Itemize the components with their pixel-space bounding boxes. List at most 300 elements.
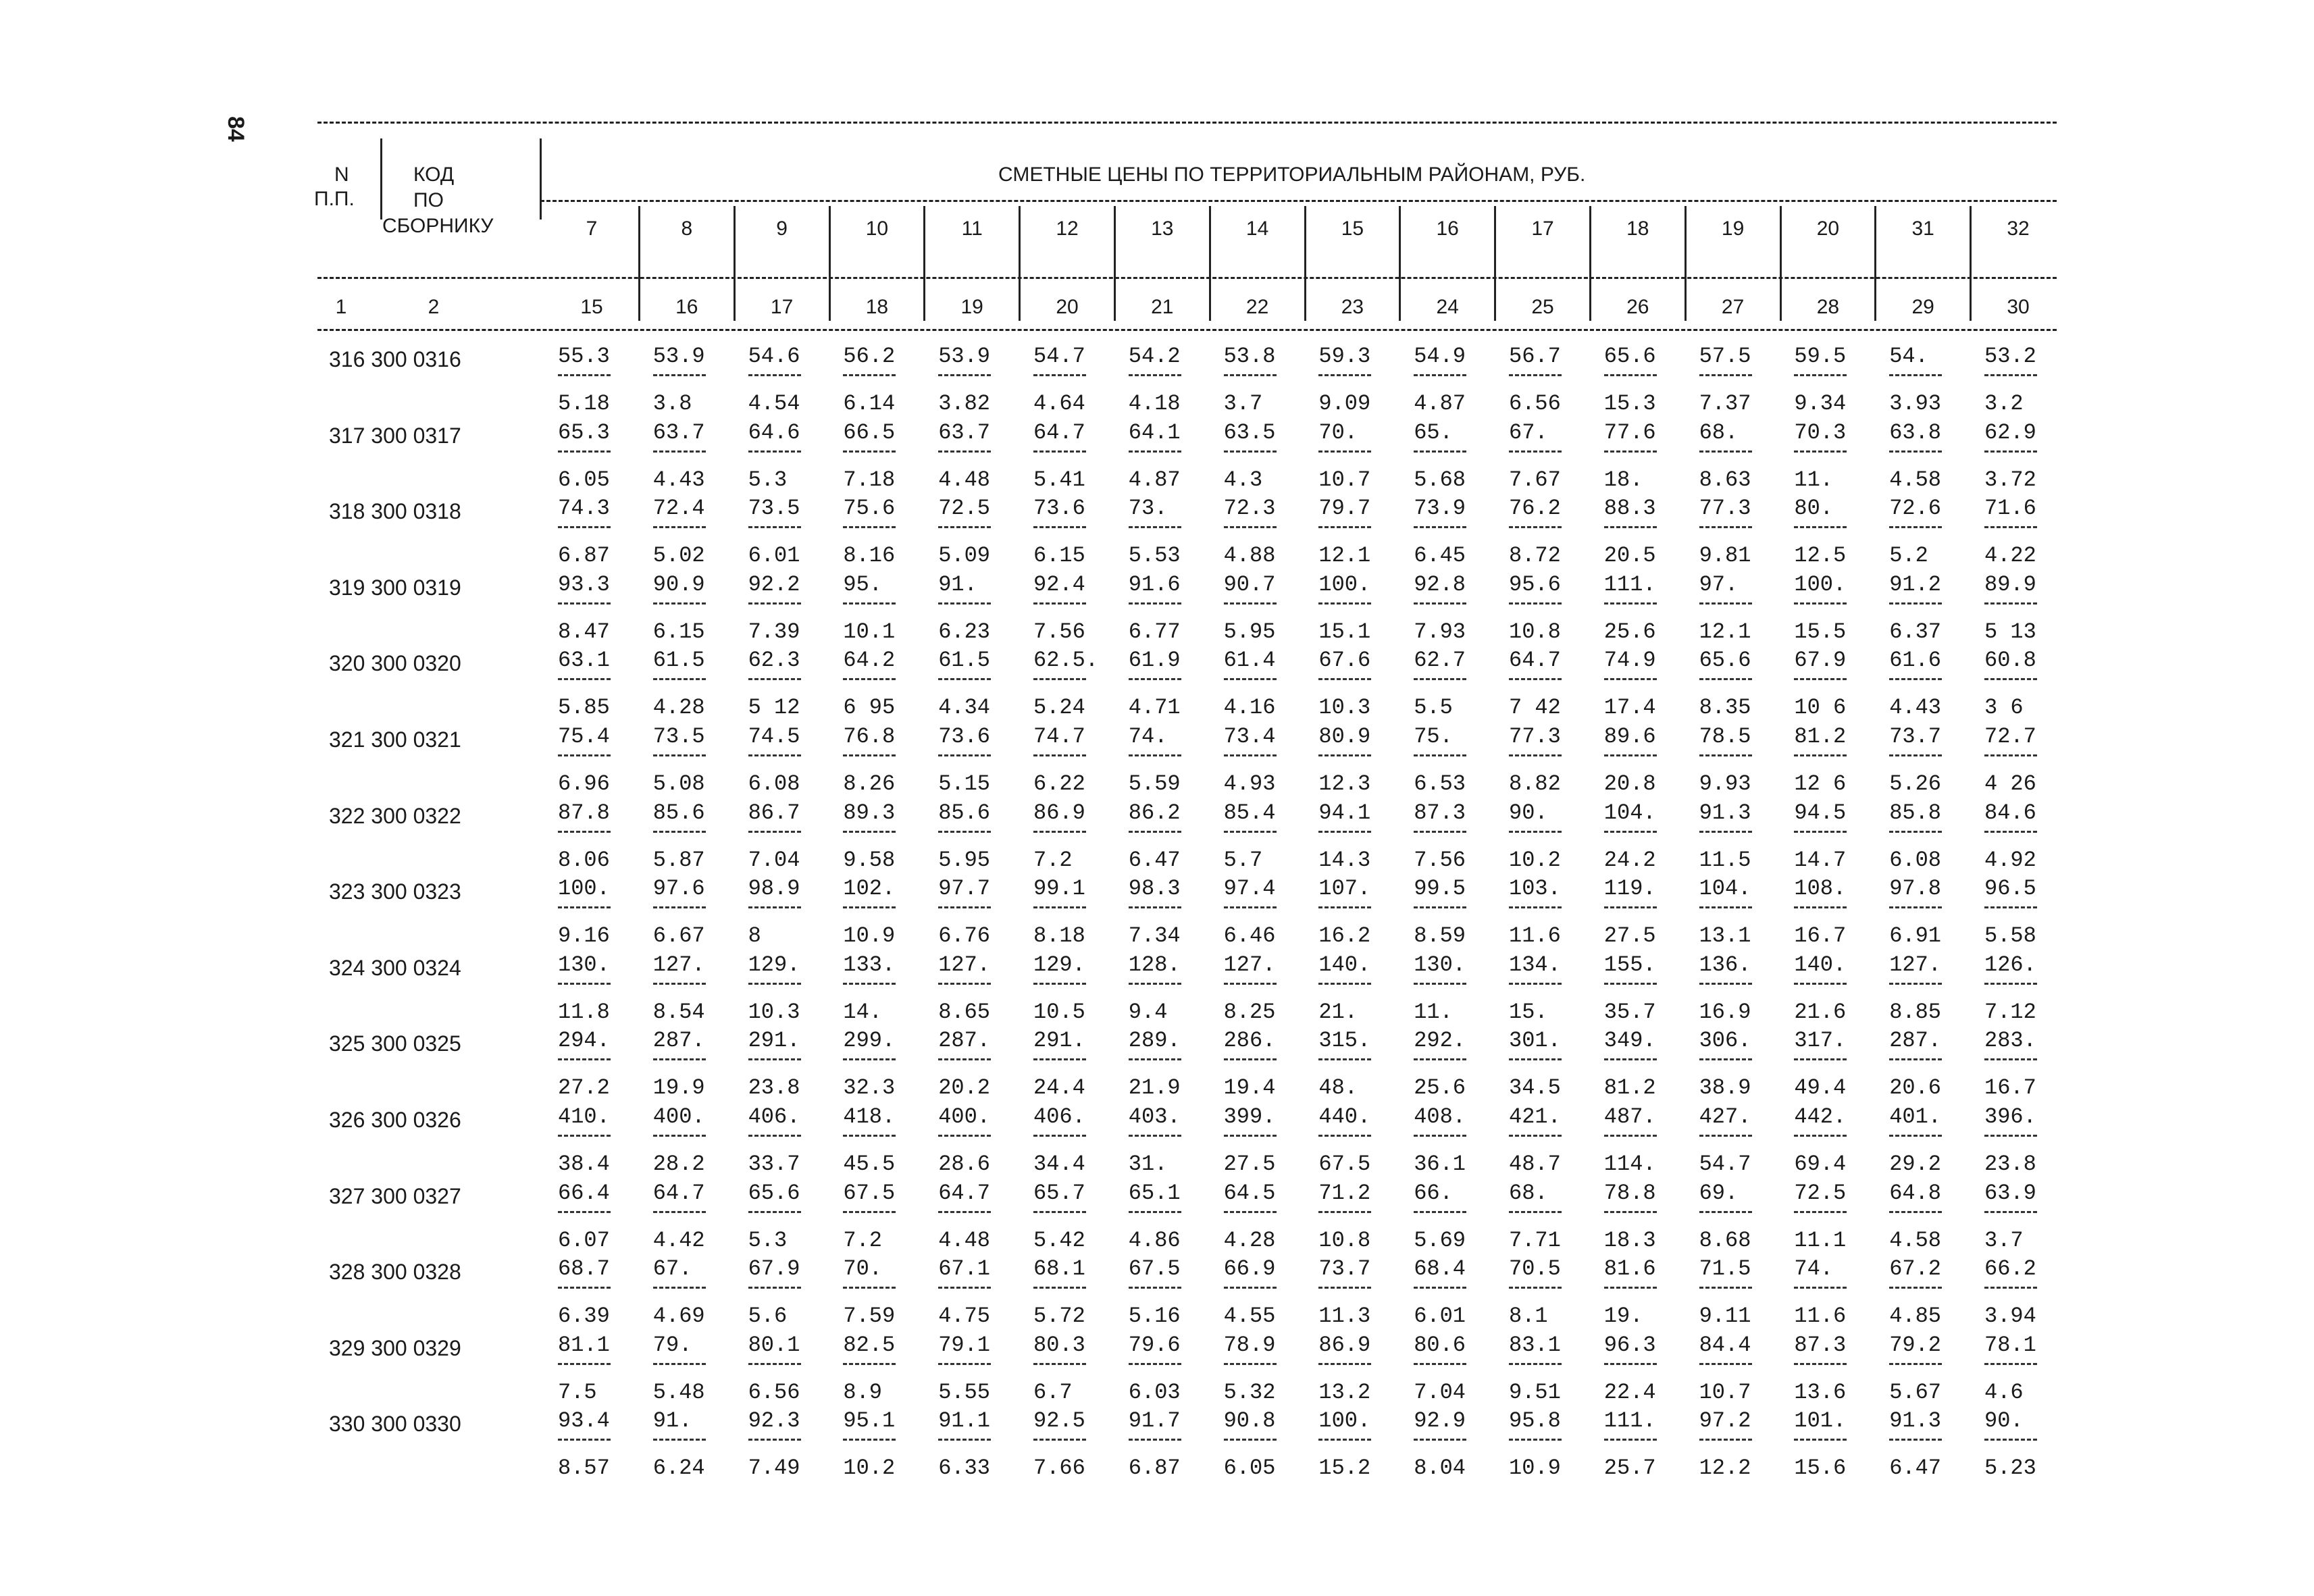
fraction-dash [843, 831, 896, 833]
price-value: 74.3 [558, 496, 610, 521]
fraction-dash [1699, 1363, 1752, 1365]
price-value: 64.7 [1033, 419, 1085, 445]
price-value: 291. [748, 1028, 800, 1054]
fraction-dash [1509, 1287, 1562, 1289]
fraction-dash [843, 1363, 896, 1365]
price-value: 103. [1509, 876, 1561, 902]
fraction-dash [1889, 831, 1942, 833]
price-value: 61.9 [1128, 648, 1181, 673]
price-value: 104. [1699, 876, 1751, 902]
fraction-dash [1509, 451, 1562, 453]
price-value: 10.5 [1033, 999, 1085, 1025]
row-code: 322 300 0322 [329, 803, 461, 828]
price-value: 25.6 [1603, 619, 1656, 644]
page-number: 84 [223, 116, 249, 142]
fraction-dash [1794, 1211, 1847, 1213]
fraction-dash [938, 1363, 991, 1365]
fraction-dash [653, 1439, 706, 1441]
fraction-dash [1604, 1439, 1657, 1441]
fraction-dash [843, 374, 896, 376]
price-value: 34.4 [1033, 1152, 1085, 1177]
price-value: 130. [1414, 952, 1466, 977]
column-number: 15 [580, 296, 603, 318]
price-value: 442. [1794, 1104, 1847, 1129]
fraction-dash [1699, 374, 1752, 376]
price-value: 95. [843, 571, 882, 597]
price-value: 11.5 [1699, 847, 1751, 873]
fraction-dash [1224, 602, 1277, 604]
fraction-dash [1318, 526, 1371, 528]
price-value: 95.6 [1509, 571, 1561, 597]
price-value: 15.1 [1318, 619, 1371, 644]
price-value: 5.5 [1414, 695, 1453, 721]
price-value: 5.53 [1128, 543, 1181, 569]
price-value: 16.7 [1794, 923, 1847, 949]
price-value: 75.6 [843, 496, 896, 521]
price-value: 81.1 [558, 1332, 610, 1358]
price-value: 28.2 [652, 1152, 705, 1177]
fraction-dash [1129, 1439, 1181, 1441]
fraction-dash [1129, 831, 1181, 833]
fraction-dash [1224, 1439, 1277, 1441]
price-value: 88.3 [1603, 496, 1656, 521]
column-number: 27 [1721, 296, 1745, 318]
price-value: 80.1 [748, 1332, 800, 1358]
price-value: 76.2 [1509, 496, 1561, 521]
fraction-dash [1414, 831, 1466, 833]
fraction-dash [1414, 906, 1466, 908]
fraction-dash [1794, 1135, 1847, 1137]
price-value: 70. [1318, 419, 1358, 445]
column-divider [1685, 206, 1687, 321]
price-value: 82.5 [843, 1332, 896, 1358]
price-value: 100. [558, 876, 610, 902]
price-value: 8.85 [1889, 999, 1941, 1025]
fraction-dash [1033, 831, 1086, 833]
price-value: 48. [1318, 1075, 1358, 1101]
price-value: 6.91 [1889, 923, 1941, 949]
price-value: 6.45 [1414, 543, 1466, 569]
column-divider [1304, 206, 1306, 321]
fraction-dash [843, 602, 896, 604]
price-value: 91. [938, 571, 977, 597]
price-value: 9.81 [1699, 543, 1751, 569]
price-value: 5.41 [1033, 467, 1085, 492]
price-value: 301. [1509, 1028, 1561, 1054]
fraction-dash [558, 1363, 611, 1365]
fraction-dash [1318, 754, 1371, 756]
column-divider [1114, 206, 1116, 321]
fraction-dash [1889, 983, 1942, 985]
row-code: 326 300 0326 [329, 1108, 461, 1132]
price-value: 62.7 [1414, 648, 1466, 673]
region-header: 13 [1151, 217, 1174, 240]
fraction-dash [1889, 374, 1942, 376]
fraction-dash [558, 754, 611, 756]
column-number: 26 [1626, 296, 1649, 318]
price-value: 93.4 [558, 1408, 610, 1434]
fraction-dash [558, 831, 611, 833]
region-header: 16 [1436, 217, 1459, 240]
price-value: 10.3 [1318, 695, 1371, 721]
fraction-dash [1318, 374, 1371, 376]
top-rule [317, 122, 2057, 124]
fraction-dash [1984, 906, 2037, 908]
price-value: 24.4 [1033, 1075, 1085, 1101]
column-divider [1874, 206, 1876, 321]
price-value: 4.48 [938, 467, 990, 492]
fraction-dash [1604, 526, 1657, 528]
price-value: 54.7 [1699, 1152, 1751, 1177]
price-value: 9.58 [843, 847, 896, 873]
price-value: 7.66 [1033, 1456, 1085, 1481]
price-value: 4.87 [1414, 391, 1466, 416]
price-value: 63.5 [1223, 419, 1276, 445]
price-value: 53.2 [1984, 344, 2036, 369]
price-value: 5.85 [558, 695, 610, 721]
column-number: 17 [770, 296, 794, 318]
fraction-dash [1889, 1363, 1942, 1365]
price-value: 94.1 [1318, 800, 1371, 825]
fraction-dash [1889, 1211, 1942, 1213]
column-divider [734, 206, 736, 321]
fraction-dash [1794, 1058, 1847, 1060]
price-value: 5.26 [1889, 771, 1941, 796]
price-value: 64.1 [1128, 419, 1181, 445]
fraction-dash [1509, 906, 1562, 908]
fraction-dash [1129, 1211, 1181, 1213]
column-number: 22 [1245, 296, 1269, 318]
price-value: 7.56 [1033, 619, 1085, 644]
price-value: 6.96 [558, 771, 610, 796]
price-value: 80.3 [1033, 1332, 1085, 1358]
price-value: 45.5 [843, 1152, 896, 1177]
fraction-dash [1414, 602, 1466, 604]
price-value: 5.72 [1033, 1304, 1085, 1329]
price-value: 62.3 [748, 648, 800, 673]
price-value: 91.1 [938, 1408, 990, 1434]
fraction-dash [1509, 1439, 1562, 1441]
price-value: 421. [1509, 1104, 1561, 1129]
fraction-dash [1318, 678, 1371, 680]
price-value: 38.9 [1699, 1075, 1751, 1101]
fraction-dash [653, 983, 706, 985]
fraction-dash [1033, 526, 1086, 528]
price-value: 9.09 [1318, 391, 1371, 416]
region-header: 32 [2007, 217, 2030, 240]
price-value: 10 6 [1794, 695, 1847, 721]
price-value: 89.3 [843, 800, 896, 825]
price-value: 5 12 [748, 695, 800, 721]
price-value: 81.2 [1603, 1075, 1656, 1101]
fraction-dash [1509, 678, 1562, 680]
price-value: 5.18 [558, 391, 610, 416]
fraction-dash [653, 1135, 706, 1137]
fraction-dash [1129, 754, 1181, 756]
fraction-dash [1509, 1211, 1562, 1213]
price-value: 7.59 [843, 1304, 896, 1329]
fraction-dash [1699, 754, 1752, 756]
price-value: 96.3 [1603, 1332, 1656, 1358]
price-value: 72.5 [938, 496, 990, 521]
fraction-dash [748, 678, 801, 680]
fraction-dash [748, 1058, 801, 1060]
col-kod-label-3: СБОРНИКУ [382, 215, 494, 237]
fraction-dash [1604, 1135, 1657, 1137]
fraction-dash [653, 1287, 706, 1289]
fraction-dash [1129, 374, 1181, 376]
row-code: 329 300 0329 [329, 1335, 461, 1360]
price-value: 7.67 [1509, 467, 1561, 492]
price-value: 100. [1318, 571, 1371, 597]
price-value: 8.68 [1699, 1227, 1751, 1253]
fraction-dash [938, 374, 991, 376]
price-value: 5.68 [1414, 467, 1466, 492]
fraction-dash [653, 1058, 706, 1060]
fraction-dash [938, 1287, 991, 1289]
price-value: 97.4 [1223, 876, 1276, 902]
price-value: 78.5 [1699, 724, 1751, 749]
price-value: 4.71 [1128, 695, 1181, 721]
price-value: 6.08 [1889, 847, 1941, 873]
price-value: 5.09 [938, 543, 990, 569]
price-value: 8.59 [1414, 923, 1466, 949]
price-value: 5.69 [1414, 1227, 1466, 1253]
fraction-dash [1794, 451, 1847, 453]
price-value: 89.6 [1603, 724, 1656, 749]
price-value: 70. [843, 1256, 882, 1282]
price-value: 7.71 [1509, 1227, 1561, 1253]
price-value: 12.3 [1318, 771, 1371, 796]
fraction-dash [1318, 1439, 1371, 1441]
fraction-dash [843, 906, 896, 908]
price-value: 80.9 [1318, 724, 1371, 749]
price-value: 3.2 [1984, 391, 2024, 416]
fraction-dash [558, 451, 611, 453]
price-value: 111. [1603, 1408, 1656, 1434]
fraction-dash [1699, 451, 1752, 453]
region-header: 10 [865, 217, 889, 240]
price-value: 38.4 [558, 1152, 610, 1177]
fraction-dash [938, 906, 991, 908]
price-value: 71.2 [1318, 1180, 1371, 1206]
column-divider [638, 206, 640, 321]
price-value: 65.3 [558, 419, 610, 445]
fraction-dash [843, 983, 896, 985]
fraction-dash [558, 1211, 611, 1213]
price-value: 100. [1794, 571, 1847, 597]
price-value: 73.9 [1414, 496, 1466, 521]
fraction-dash [1224, 983, 1277, 985]
price-value: 11.3 [1318, 1304, 1371, 1329]
price-value: 68.7 [558, 1256, 610, 1282]
price-value: 79.7 [1318, 496, 1371, 521]
fraction-dash [1984, 1363, 2037, 1365]
header-divider [540, 138, 542, 220]
price-value: 16.7 [1984, 1075, 2036, 1101]
price-value: 92.9 [1414, 1408, 1466, 1434]
fraction-dash [1414, 983, 1466, 985]
price-value: 15.2 [1318, 1456, 1371, 1481]
price-value: 349. [1603, 1028, 1656, 1054]
fraction-dash [1604, 374, 1657, 376]
fraction-dash [938, 1058, 991, 1060]
fraction-dash [1889, 754, 1942, 756]
price-value: 100. [1318, 1408, 1371, 1434]
price-value: 55.3 [558, 344, 610, 369]
price-value: 12.1 [1699, 619, 1751, 644]
price-value: 4.64 [1033, 391, 1085, 416]
price-value: 53.9 [938, 344, 990, 369]
fraction-dash [843, 1439, 896, 1441]
price-value: 5.6 [748, 1304, 788, 1329]
price-value: 16.9 [1699, 999, 1751, 1025]
fraction-dash [1224, 1363, 1277, 1365]
price-value: 5.24 [1033, 695, 1085, 721]
column-divider [1589, 206, 1591, 321]
fraction-dash [748, 1287, 801, 1289]
fraction-dash [653, 831, 706, 833]
price-value: 8.65 [938, 999, 990, 1025]
column-number: 2 [428, 296, 440, 318]
column-number: 16 [675, 296, 698, 318]
region-header: 9 [776, 217, 788, 240]
price-value: 4.92 [1984, 847, 2036, 873]
price-value: 3.94 [1984, 1304, 2036, 1329]
price-value: 6.24 [652, 1456, 705, 1481]
price-value: 5.95 [938, 847, 990, 873]
fraction-dash [1794, 906, 1847, 908]
price-value: 54. [1889, 344, 1928, 369]
price-value: 68.1 [1033, 1256, 1085, 1282]
fraction-dash [1984, 374, 2037, 376]
price-value: 134. [1509, 952, 1561, 977]
price-value: 4.18 [1128, 391, 1181, 416]
price-value: 399. [1223, 1104, 1276, 1129]
price-value: 64.7 [1509, 648, 1561, 673]
price-value: 76.8 [843, 724, 896, 749]
price-value: 12 6 [1794, 771, 1847, 796]
price-value: 127. [1223, 952, 1276, 977]
fraction-dash [1984, 451, 2037, 453]
price-value: 91.7 [1128, 1408, 1181, 1434]
fraction-dash [1889, 451, 1942, 453]
fraction-dash [1224, 1058, 1277, 1060]
price-value: 4.85 [1889, 1304, 1941, 1329]
price-value: 3.7 [1223, 391, 1263, 416]
price-value: 7.04 [1414, 1379, 1466, 1405]
price-value: 17.4 [1603, 695, 1656, 721]
header-divider [380, 138, 382, 220]
fraction-dash [1033, 1363, 1086, 1365]
price-value: 92.3 [748, 1408, 800, 1434]
fraction-dash [1033, 451, 1086, 453]
price-value: 127. [652, 952, 705, 977]
price-value: 4.6 [1984, 1379, 2024, 1405]
price-value: 79. [652, 1332, 692, 1358]
price-value: 6.47 [1889, 1456, 1941, 1481]
fraction-dash [1318, 1211, 1371, 1213]
price-value: 64.7 [652, 1180, 705, 1206]
price-value: 75.4 [558, 724, 610, 749]
fraction-dash [1794, 1439, 1847, 1441]
fraction-dash [1033, 983, 1086, 985]
row-code: 317 300 0317 [329, 423, 461, 448]
price-value: 92.2 [748, 571, 800, 597]
price-value: 63.8 [1889, 419, 1941, 445]
fraction-dash [1889, 678, 1942, 680]
price-value: 7.39 [748, 619, 800, 644]
price-value: 65.6 [1699, 648, 1751, 673]
fraction-dash [1224, 678, 1277, 680]
price-value: 90.9 [652, 571, 705, 597]
price-value: 87.3 [1794, 1332, 1847, 1358]
fraction-dash [1984, 526, 2037, 528]
price-value: 418. [843, 1104, 896, 1129]
price-value: 65.1 [1128, 1180, 1181, 1206]
price-value: 8.63 [1699, 467, 1751, 492]
price-value: 10.9 [843, 923, 896, 949]
fraction-dash [1699, 1439, 1752, 1441]
column-divider [1019, 206, 1021, 321]
fraction-dash [653, 374, 706, 376]
price-value: 54.2 [1128, 344, 1181, 369]
fraction-dash [1509, 831, 1562, 833]
column-divider [829, 206, 831, 321]
price-value: 119. [1603, 876, 1656, 902]
fraction-dash [748, 1439, 801, 1441]
fraction-dash [1129, 678, 1181, 680]
price-value: 15.3 [1603, 391, 1656, 416]
column-number: 24 [1436, 296, 1459, 318]
region-header: 15 [1341, 217, 1364, 240]
price-value: 59.5 [1794, 344, 1847, 369]
price-value: 5.15 [938, 771, 990, 796]
price-value: 5.16 [1128, 1304, 1181, 1329]
price-value: 72.4 [652, 496, 705, 521]
fraction-dash [938, 678, 991, 680]
price-value: 90.8 [1223, 1408, 1276, 1434]
row-code: 321 300 0321 [329, 727, 461, 752]
price-value: 27.2 [558, 1075, 610, 1101]
price-value: 68. [1699, 419, 1739, 445]
fraction-dash [748, 602, 801, 604]
price-value: 7.04 [748, 847, 800, 873]
row-code: 323 300 0323 [329, 879, 461, 904]
fraction-dash [1509, 602, 1562, 604]
price-value: 9.11 [1699, 1304, 1751, 1329]
price-value: 98.3 [1128, 876, 1181, 902]
column-number: 19 [960, 296, 983, 318]
price-value: 396. [1984, 1104, 2036, 1129]
price-value: 94.5 [1794, 800, 1847, 825]
price-value: 10.8 [1318, 1227, 1371, 1253]
price-value: 90. [1509, 800, 1548, 825]
price-value: 9.16 [558, 923, 610, 949]
fraction-dash [1604, 678, 1657, 680]
fraction-dash [1604, 1058, 1657, 1060]
fraction-dash [938, 754, 991, 756]
fraction-dash [1129, 983, 1181, 985]
price-value: 130. [558, 952, 610, 977]
price-value: 66. [1414, 1180, 1453, 1206]
price-value: 4.28 [652, 695, 705, 721]
price-value: 66.4 [558, 1180, 610, 1206]
price-value: 80.6 [1414, 1332, 1466, 1358]
col-n-label: N [334, 163, 349, 186]
fraction-dash [1889, 906, 1942, 908]
region-header: 17 [1531, 217, 1554, 240]
